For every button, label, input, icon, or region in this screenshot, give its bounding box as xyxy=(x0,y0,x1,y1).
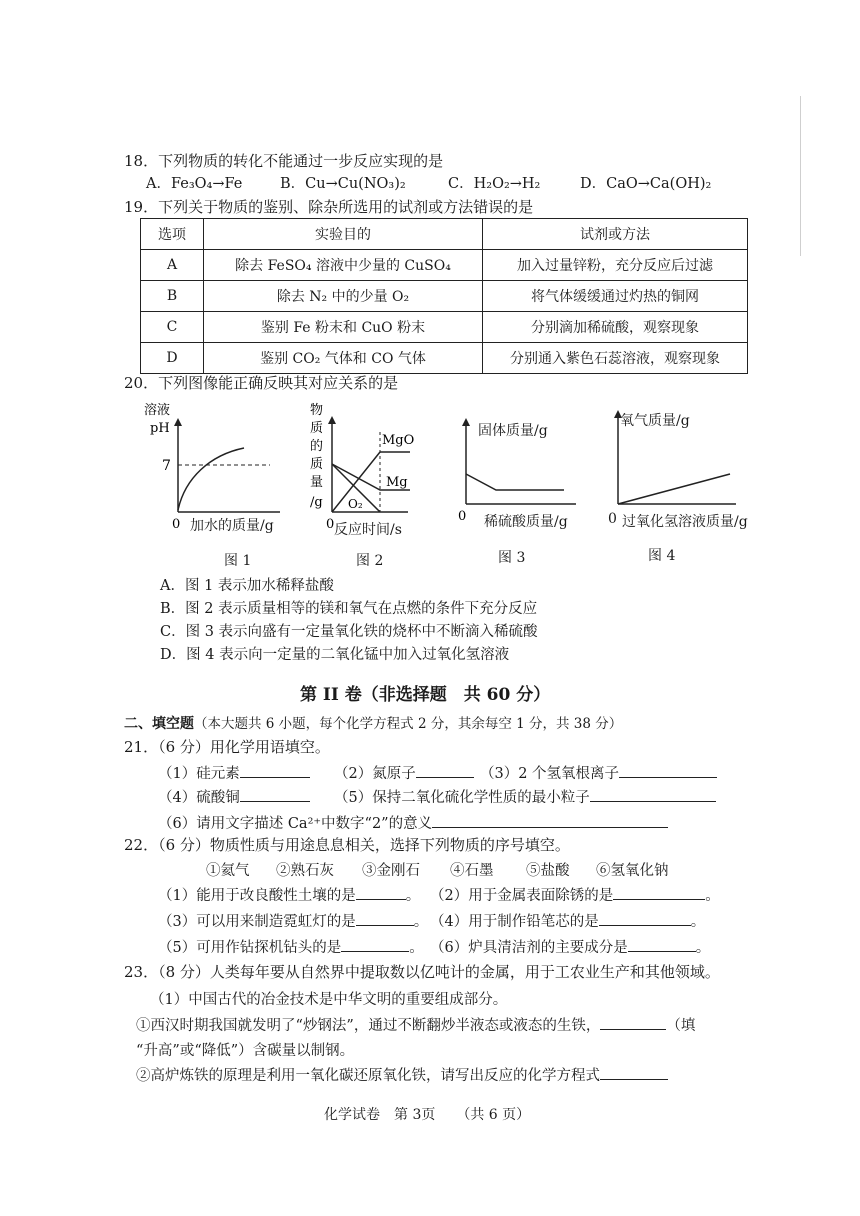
table-cell: 分别通入紫色石蕊溶液，观察现象 xyxy=(483,343,748,374)
page-footer: 化学试卷 第 3页 （共 6 页） xyxy=(324,1107,531,1123)
answer-blank[interactable] xyxy=(628,951,696,952)
question-20-option-c: C．图 3 表示向盛有一定量氧化铁的烧杯中不断滴入稀硫酸 xyxy=(160,624,538,640)
answer-blank[interactable] xyxy=(240,801,310,802)
table-cell: 除去 FeSO₄ 溶液中少量的 CuSO₄ xyxy=(204,250,483,281)
q22-choice: ④石墨 xyxy=(450,863,494,879)
fig1-ylabel-line2: pH xyxy=(150,421,170,436)
question-18-option-a: A．Fe₃O₄→Fe xyxy=(146,176,243,192)
answer-blank[interactable] xyxy=(599,925,691,926)
fig2-label-o2: O₂ xyxy=(348,497,363,511)
table-cell: D xyxy=(141,343,204,374)
table-row xyxy=(141,343,748,374)
fig3-ylabel: 固体质量/g xyxy=(478,423,548,439)
q23-part-2: ②高炉炼铁的原理是利用一氧化碳还原氧化铁，请写出反应的化学方程式 xyxy=(136,1064,668,1085)
question-22-stem: 22．（6 分）物质性质与用途息息相关，选择下列物质的序号填空。 xyxy=(124,836,570,854)
table-row xyxy=(141,281,748,312)
section-title: 第 II 卷（非选择题 共 60 分） xyxy=(300,685,551,705)
fig3-curve xyxy=(466,474,564,490)
table-cell: A xyxy=(141,250,204,281)
answer-blank[interactable] xyxy=(356,899,406,900)
fig2-ylabel-char: 物 xyxy=(310,403,324,418)
page-edge-shadow xyxy=(800,96,801,256)
answer-blank[interactable] xyxy=(619,777,717,778)
fig2-caption: 图 2 xyxy=(356,553,384,569)
q22-item-6: （6）炉具清洁剂的主要成分是 。 xyxy=(430,940,711,956)
answer-blank[interactable] xyxy=(600,1079,668,1080)
question-18-option-c: C．H₂O₂→H₂ xyxy=(448,176,541,192)
question-19-stem: 19．下列关于物质的鉴别、除杂所选用的试剂或方法错误的是 xyxy=(124,198,534,216)
table-cell: C xyxy=(141,312,204,343)
table-header-cell: 试剂或方法 xyxy=(483,219,748,250)
fig2-label-mg: Mg xyxy=(386,475,408,490)
answer-blank[interactable] xyxy=(613,899,705,900)
fig1-ylabel-line1: 溶液 xyxy=(144,403,171,418)
fig3-caption: 图 3 xyxy=(498,550,526,566)
table-header-row xyxy=(141,219,748,250)
table-cell: 除去 N₂ 中的少量 O₂ xyxy=(204,281,483,312)
question-23-stem: 23．（8 分）人类每年要从自然界中提取数以亿吨计的金属，用于工农业生产和其他领域。 xyxy=(124,963,720,981)
fig4-origin: 0 xyxy=(608,511,617,527)
figure-1 xyxy=(140,400,290,530)
fig1-curve xyxy=(178,448,244,510)
question-18-option-b: B．Cu→Cu(NO₃)₂ xyxy=(280,176,406,192)
answer-blank[interactable] xyxy=(590,801,716,802)
table-cell: 分别滴加稀硫酸，观察现象 xyxy=(483,312,748,343)
q23-part-1-continued: “升高”或“降低”）含碳量以制钢。 xyxy=(136,1043,355,1059)
fig3-origin: 0 xyxy=(458,509,467,522)
fig3-y-arrow xyxy=(462,418,470,426)
q22-choice: ⑥氢氧化钠 xyxy=(596,863,669,879)
table-header-cell: 实验目的 xyxy=(204,219,483,250)
table-cell: 鉴别 Fe 粉末和 CuO 粉末 xyxy=(204,312,483,343)
q21-item-3: （3）2 个氢氧根离子 xyxy=(480,762,717,783)
question-20-stem: 20．下列图像能正确反映其对应关系的是 xyxy=(124,374,399,392)
q22-choice: ②熟石灰 xyxy=(276,863,334,879)
table-row xyxy=(141,312,748,343)
fig1-ref-7: 7 xyxy=(162,458,171,474)
table-cell: 鉴别 CO₂ 气体和 CO 气体 xyxy=(204,343,483,374)
fig3-xlabel: 稀硫酸质量/g xyxy=(484,514,568,530)
answer-blank[interactable] xyxy=(356,925,414,926)
question-21-stem: 21．（6 分）用化学用语填空。 xyxy=(124,738,330,756)
table-header-cell: 选项 xyxy=(141,219,204,250)
question-19-table xyxy=(140,218,748,374)
fig2-origin: 0 xyxy=(326,517,335,532)
fig2-y-arrow xyxy=(328,416,336,424)
q21-item-5: （5）保持二氧化硫化学性质的最小粒子 xyxy=(334,786,716,807)
q21-item-1: （1）硅元素 xyxy=(158,762,310,783)
fig2-ylabel-char: 质 xyxy=(310,457,324,472)
answer-blank[interactable] xyxy=(240,777,310,778)
q23-part-1: ①西汉时期我国就发明了“炒钢法”，通过不断翻炒半液态或液态的生铁， （填 xyxy=(136,1018,696,1034)
q21-item-2: （2）氮原子 xyxy=(334,762,474,783)
answer-blank[interactable] xyxy=(432,827,668,828)
part-2-heading: 二、填空题（本大题共 6 小题，每个化学方程式 2 分，其余每空 1 分，共 38 分） xyxy=(124,716,623,732)
question-20-option-d: D．图 4 表示向一定量的二氧化锰中加入过氧化氢溶液 xyxy=(160,647,510,663)
fig2-ylabel-char: 质 xyxy=(310,421,324,436)
fig2-ylabel-char: /g xyxy=(310,495,323,510)
q22-item-4: （4）用于制作铅笔芯的是 。 xyxy=(430,914,706,930)
q22-item-2: （2）用于金属表面除锈的是 。 xyxy=(430,888,720,904)
q22-item-1: （1）能用于改良酸性土壤的是 。 xyxy=(158,888,421,904)
q22-item-5: （5）可用作钻探机钻头的是 。 xyxy=(158,940,424,956)
fig4-xlabel: 过氧化氢溶液质量/g xyxy=(622,514,748,530)
fig1-caption: 图 1 xyxy=(224,553,252,569)
q22-choice: ⑤盐酸 xyxy=(526,863,570,879)
table-cell: B xyxy=(141,281,204,312)
answer-blank[interactable] xyxy=(600,1029,666,1030)
fig2-xlabel: 反应时间/s xyxy=(334,522,402,538)
q21-item-4: （4）硫酸铜 xyxy=(158,786,310,807)
fig1-origin: 0 xyxy=(172,517,181,530)
question-18-option-d: D．CaO→Ca(OH)₂ xyxy=(580,176,712,192)
fig2-ylabel-char: 的 xyxy=(310,439,324,454)
question-18-stem: 18．下列物质的转化不能通过一步反应实现的是 xyxy=(124,152,444,170)
table-cell: 加入过量锌粉，充分反应后过滤 xyxy=(483,250,748,281)
fig4-caption: 图 4 xyxy=(648,548,676,564)
fig4-ylabel: 氧气质量/g xyxy=(620,413,690,429)
table-row xyxy=(141,250,748,281)
table-cell: 将气体缓缓通过灼热的铜网 xyxy=(483,281,748,312)
q22-choice: ①氦气 xyxy=(206,863,250,879)
figure-2 xyxy=(298,402,438,532)
fig2-label-mgo: MgO xyxy=(382,433,415,448)
fig2-ylabel-char: 量 xyxy=(310,475,324,490)
fig1-xlabel: 加水的质量/g xyxy=(190,518,274,534)
q22-item-3: （3）可以用来制造霓虹灯的是 。 xyxy=(158,914,429,930)
fig1-y-arrow xyxy=(174,418,182,426)
q23-sub-1: （1）中国古代的冶金技术是中华文明的重要组成部分。 xyxy=(150,992,508,1008)
answer-blank[interactable] xyxy=(341,951,409,952)
q22-choice: ③金刚石 xyxy=(362,863,420,879)
fig4-line xyxy=(618,474,730,504)
answer-blank[interactable] xyxy=(416,777,474,778)
question-20-option-a: A．图 1 表示加水稀释盐酸 xyxy=(160,578,334,594)
question-20-option-b: B．图 2 表示质量相等的镁和氧气在点燃的条件下充分反应 xyxy=(160,601,538,617)
q21-item-6: （6）请用文字描述 Ca²⁺中数字“2”的意义 xyxy=(158,812,668,833)
